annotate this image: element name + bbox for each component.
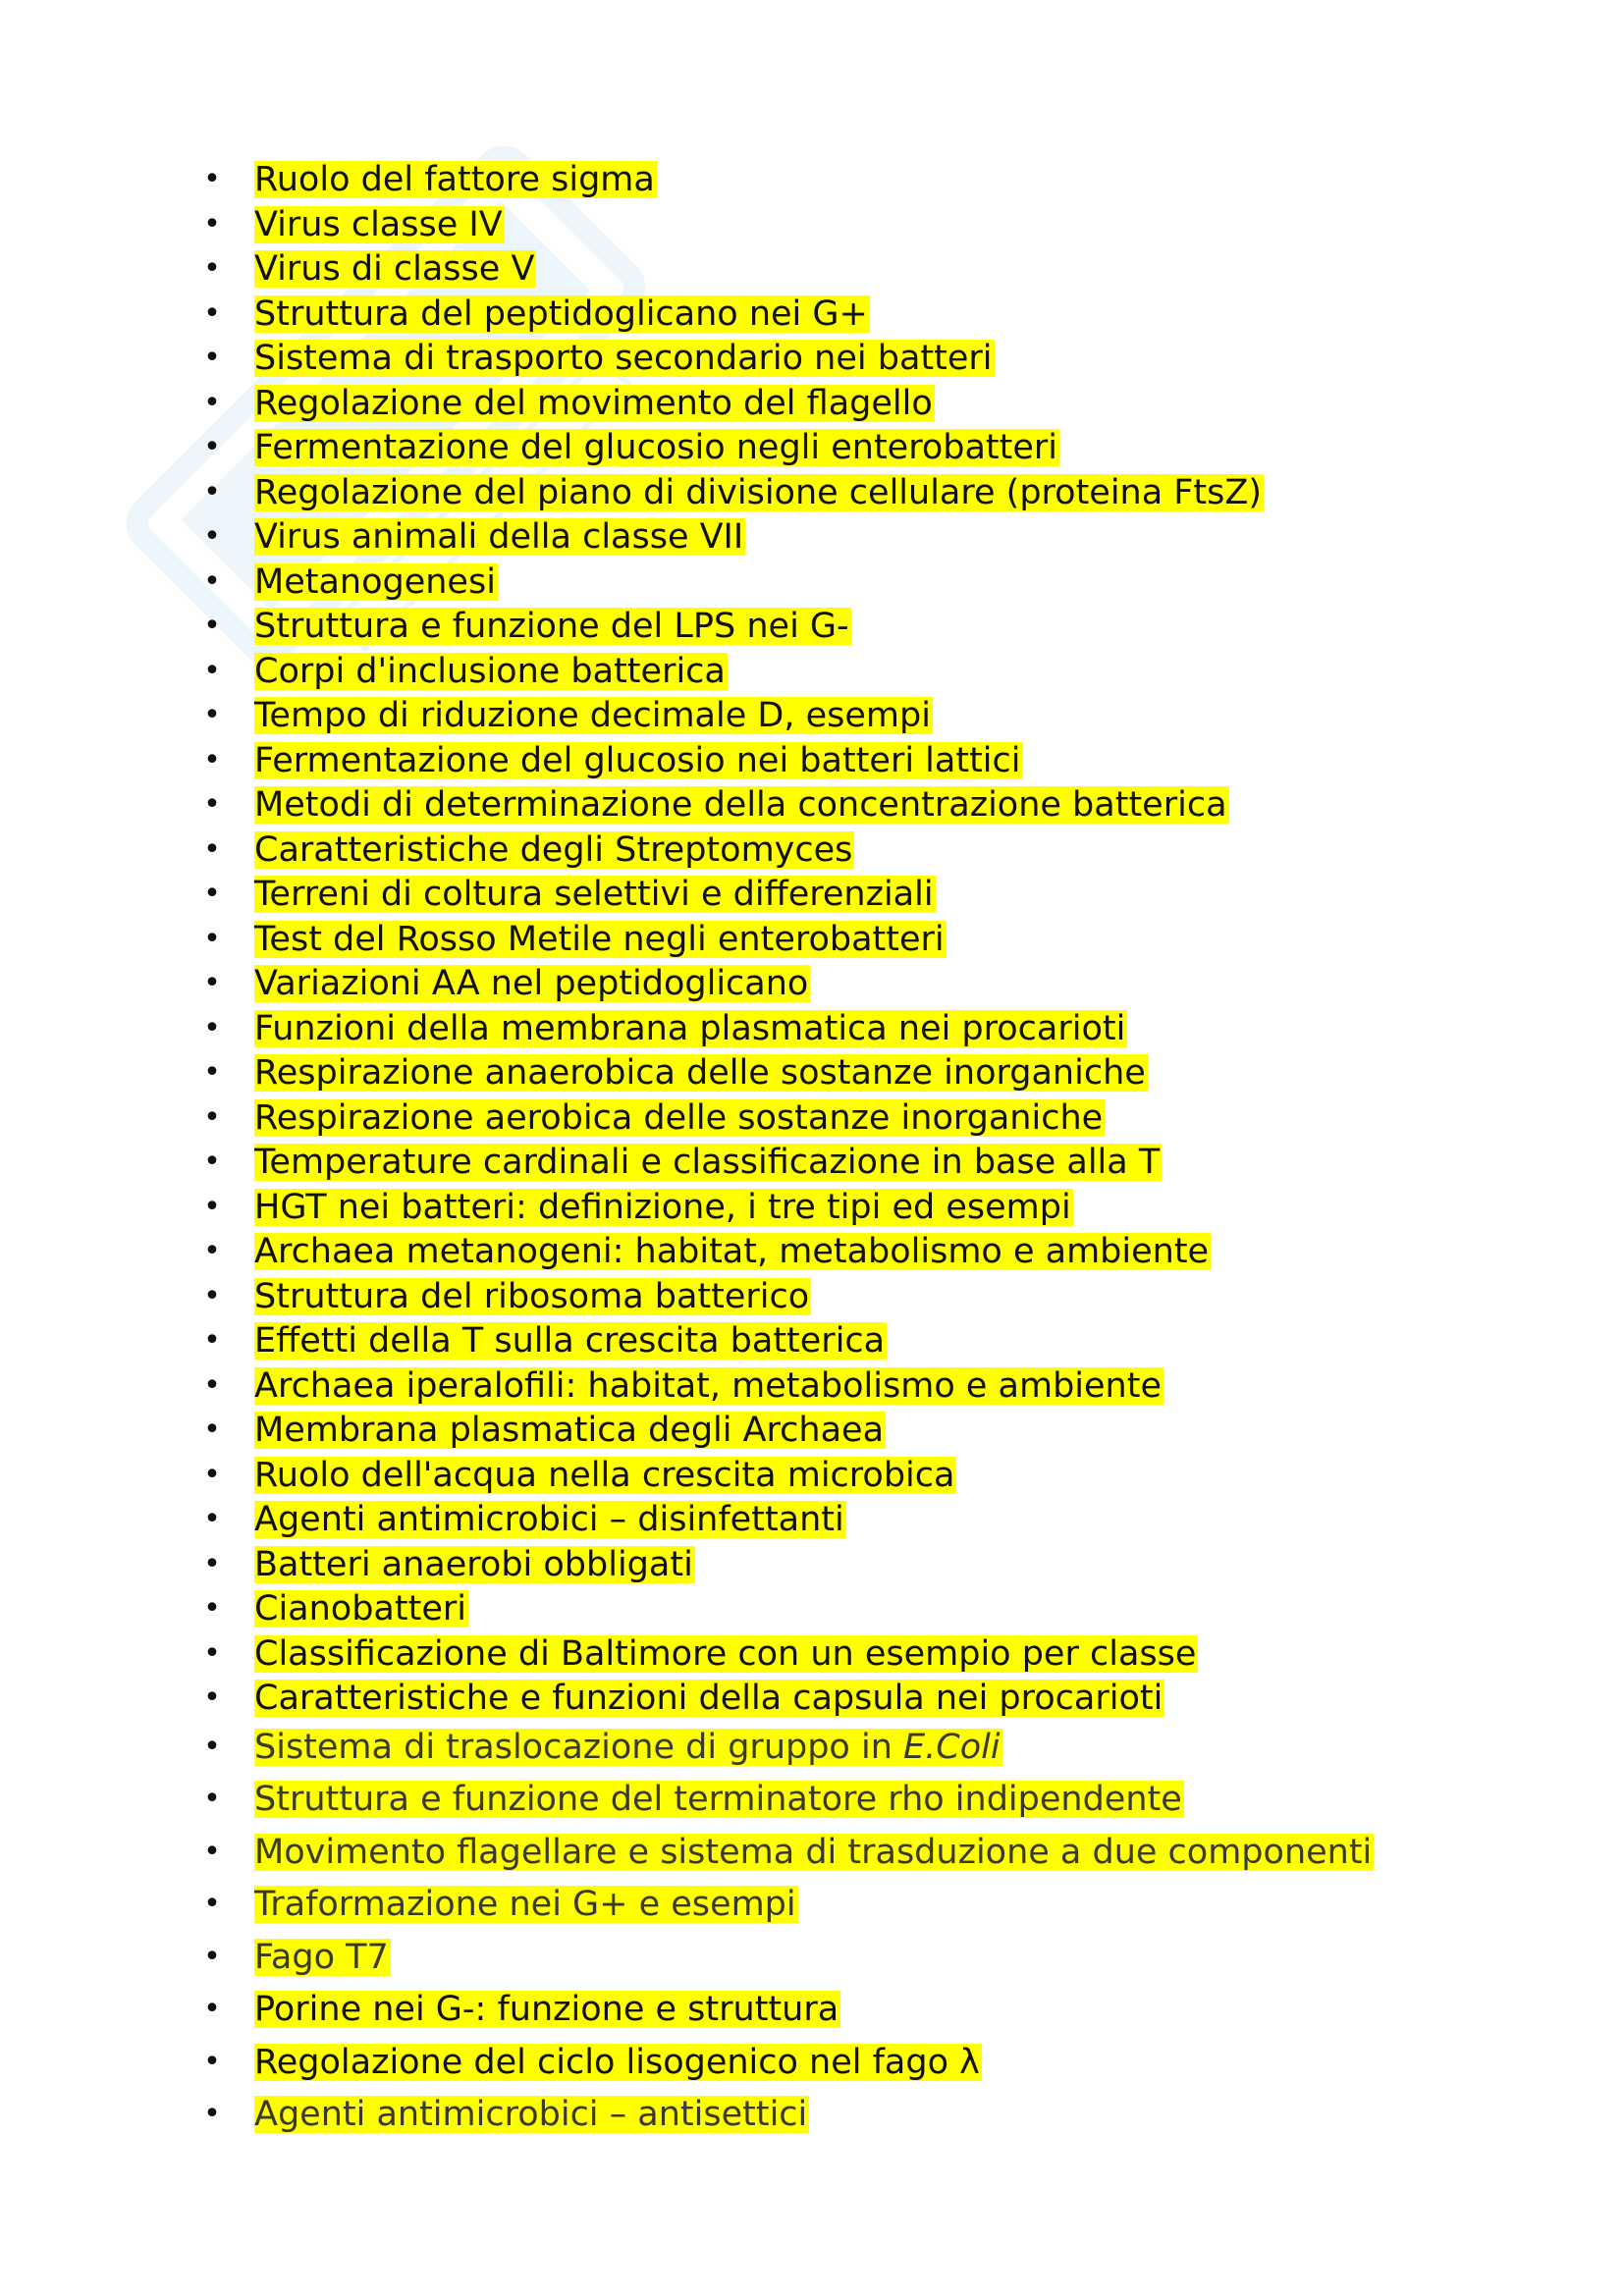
bullet-icon: • [203, 1234, 221, 1268]
list-item-label: Fermentazione del glucosio negli enterobatteri [254, 428, 1058, 467]
list-item-label: Sistema di trasporto secondario nei batteri [254, 339, 993, 378]
bullet-icon: • [203, 1729, 221, 1764]
list-item-label: Virus classe IV [254, 204, 503, 244]
list-item-label: Struttura e funzione del LPS nei G- [254, 607, 849, 646]
bullet-icon: • [203, 1145, 221, 1179]
bullet-icon: • [203, 609, 221, 643]
list-item-label: Temperature cardinali e classificazione in base alla T [254, 1143, 1161, 1182]
list-item-text [254, 250, 536, 288]
bullet-icon: • [203, 206, 221, 241]
list-item-label: Metodi di determinazione della concentrazione batterica [254, 785, 1227, 825]
list-item-label: Struttura del peptidoglicano nei G+ [254, 294, 868, 334]
list-item-text [254, 474, 1264, 511]
list-item-text [254, 1278, 811, 1315]
list-item-text [254, 1010, 1127, 1047]
list-item-text [254, 1054, 1148, 1092]
list-item-text [254, 1501, 846, 1538]
list-item-label: Terreni di coltura selettivi e differenziali [254, 875, 934, 914]
list-item-label: Cianobatteri [254, 1589, 466, 1629]
list-item-text [254, 1144, 1162, 1181]
bullet-icon: • [203, 1834, 221, 1869]
list-item-text [254, 1680, 1164, 1717]
list-item-label: Struttura del ribosoma batterico [254, 1276, 810, 1316]
bullet-icon: • [203, 1367, 221, 1403]
list-item-label: Porine nei G-: funzione e struttura [254, 1990, 839, 2029]
list-item-text [254, 1886, 798, 1923]
list-item-text [254, 2044, 982, 2081]
list-item-text [254, 1729, 1002, 1766]
list-item-label: Effetti della T sulla crescita batterica [254, 1321, 886, 1361]
bullet-icon: • [203, 966, 221, 1000]
bullet-icon: • [203, 1413, 221, 1447]
list-item-text [254, 1233, 1211, 1270]
bullet-icon: • [203, 1681, 221, 1715]
bullet-icon: • [203, 563, 221, 599]
list-item-text [254, 1590, 468, 1628]
list-item-label: Ruolo del fattore sigma [254, 160, 655, 199]
list-item-text [254, 965, 810, 1002]
bullet-icon: • [203, 1278, 221, 1313]
bullet-icon: • [203, 1782, 221, 1816]
list-item-label: Caratteristiche degli Streptomyces [254, 829, 853, 870]
list-item-text [254, 1546, 695, 1583]
list-item-label: Archaea metanogeni: habitat, metabolismo e ambiente [254, 1232, 1210, 1271]
list-item-label: Batteri anaerobi obbligati [254, 1544, 693, 1584]
list-item-text [254, 1781, 1184, 1818]
bullet-icon: • [203, 162, 221, 196]
list-item-label: Traformazione nei G+ e esempi [254, 1885, 796, 1924]
bullet-icon: • [203, 251, 221, 286]
list-item-text [254, 429, 1059, 466]
list-item-label: Variazioni AA nel peptidoglicano [254, 964, 809, 1003]
list-item-label: Classificazione di Baltimore con un esempio per classe [254, 1633, 1197, 1674]
list-item-text [254, 2096, 809, 2133]
list-item-text [254, 1457, 956, 1494]
bullet-icon: • [203, 2097, 221, 2131]
bullet-icon: • [203, 1939, 221, 1974]
list-item-text [254, 1189, 1073, 1226]
list-item-italic-label: E.Coli [903, 1727, 1001, 1767]
list-item-text [254, 876, 936, 913]
bullet-icon: • [203, 474, 221, 509]
list-item-text [254, 921, 947, 958]
list-item-text [254, 1367, 1163, 1405]
list-item-text [254, 1834, 1374, 1871]
bullet-icon: • [203, 385, 221, 420]
bullet-icon: • [203, 1099, 221, 1135]
list-item-text [254, 563, 498, 601]
list-item-label: Virus animali della classe VII [254, 517, 744, 557]
list-item-text [254, 697, 933, 734]
list-item-label: Caratteristiche e funzioni della capsula nei procarioti [254, 1679, 1163, 1718]
bullet-icon: • [203, 1010, 221, 1045]
list-item-label: Ruolo dell'acqua nella crescita microbica [254, 1455, 955, 1495]
list-item-text [254, 1099, 1105, 1137]
list-item-text [254, 1635, 1198, 1673]
bullet-icon: • [203, 1189, 221, 1224]
list-item-label: Respirazione anaerobica delle sostanze inorganiche [254, 1053, 1146, 1093]
list-item-text [254, 831, 854, 869]
list-item-label: Regolazione del piano di divisione cellulare (proteina FtsZ) [254, 472, 1263, 512]
list-item-label: Tempo di riduzione decimale D, esempi [254, 696, 931, 735]
list-item-label: Corpi d'inclusione batterica [254, 651, 726, 691]
bullet-icon: • [203, 1635, 221, 1671]
bullet-icon: • [203, 653, 221, 688]
list-item-label: Regolazione del ciclo lisogenico nel fago λ [254, 2042, 980, 2082]
bullet-icon: • [203, 1992, 221, 2026]
list-item-text [254, 786, 1229, 824]
list-item-label: Regolazione del movimento del flagello [254, 383, 933, 423]
list-item-label: Archaea iperalofili: habitat, metabolismo e ambiente [254, 1365, 1162, 1406]
list-item-text [254, 1322, 887, 1360]
bullet-icon: • [203, 519, 221, 554]
bullet-icon: • [203, 877, 221, 911]
bullet-icon: • [203, 430, 221, 464]
list-item-label: Metanogenesi [254, 561, 496, 602]
list-item-label: Fermentazione del glucosio nei batteri lattici [254, 740, 1021, 780]
list-item-text [254, 385, 935, 422]
bullet-icon: • [203, 1457, 221, 1492]
list-item-text [254, 653, 728, 690]
bullet-icon: • [203, 831, 221, 867]
bullet-icon: • [203, 787, 221, 822]
list-item-label: Virus di classe V [254, 249, 535, 289]
bullet-icon: • [203, 1887, 221, 1921]
list-item-text [254, 1991, 840, 2028]
list-item-label: Test del Rosso Metile negli enterobatteri [254, 919, 945, 959]
bullet-icon: • [203, 1546, 221, 1581]
list-item-text [254, 206, 505, 243]
list-item-label: Funzioni della membrana plasmatica nei procarioti [254, 1008, 1126, 1048]
list-item-text [254, 1939, 391, 1976]
list-item-text [254, 608, 851, 645]
list-item-text [254, 340, 995, 377]
list-item-label: Respirazione aerobica delle sostanze inorganiche [254, 1097, 1104, 1138]
list-item-text [254, 1412, 886, 1449]
list-item-text [254, 742, 1023, 779]
bullet-icon: • [203, 1323, 221, 1358]
list-item-label: Sistema di traslocazione di gruppo in [254, 1727, 904, 1767]
bullet-icon: • [203, 1591, 221, 1626]
list-item-label: Agenti antimicrobici – antisettici [254, 2095, 808, 2134]
list-item-label: Membrana plasmatica degli Archaea [254, 1411, 885, 1450]
list-item-label: HGT nei batteri: definizione, i tre tipi ed esempi [254, 1187, 1071, 1227]
bullet-icon: • [203, 295, 221, 331]
list-item-label: Agenti antimicrobici – disinfettanti [254, 1500, 844, 1539]
list-item-text [254, 518, 745, 556]
bullet-icon: • [203, 2044, 221, 2079]
bullet-icon: • [203, 341, 221, 375]
list-item-text [254, 161, 657, 198]
bullet-icon: • [203, 1502, 221, 1536]
list-item-text [254, 295, 870, 333]
list-item-label: Struttura e funzione del terminatore rho indipendente [254, 1780, 1182, 1819]
list-item-label: Movimento flagellare e sistema di trasduzione a due componenti [254, 1832, 1373, 1872]
bullet-icon: • [203, 698, 221, 732]
list-item-label: Fago T7 [254, 1937, 389, 1977]
bullet-icon: • [203, 921, 221, 956]
bullet-icon: • [203, 742, 221, 777]
bullet-icon: • [203, 1055, 221, 1090]
